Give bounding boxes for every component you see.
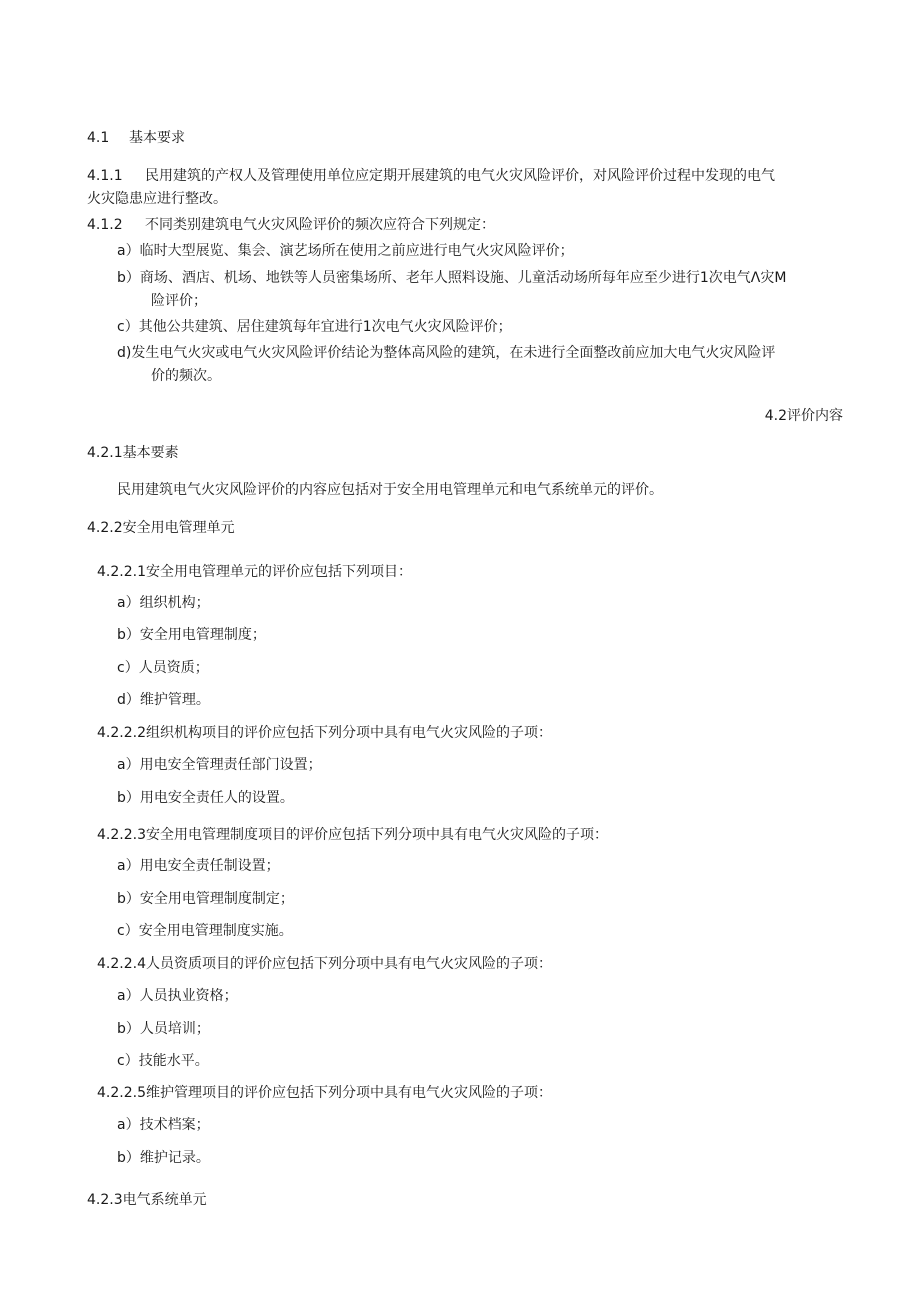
list-item: c）安全用电管理制度实施。: [117, 923, 293, 939]
clause-text: 民用建筑的产权人及管理使用单位应定期开展建筑的电气火灾风险评价，对风险评价过程中发现的电气: [145, 168, 775, 184]
clause-4-2-3-heading: 4.2.3电气系统单元: [87, 1192, 207, 1208]
clause-4-2-2-3-heading: 4.2.2.3安全用电管理制度项目的评价应包括下列分项中具有电气火灾风险的子项：: [97, 827, 608, 843]
clause-4-2-2-1-heading: 4.2.2.1安全用电管理单元的评价应包括下列项目：: [97, 564, 412, 580]
list-item: b）人员培训；: [117, 1021, 210, 1037]
section-title: 基本要求: [129, 130, 185, 146]
list-item: b）维护记录。: [117, 1150, 210, 1166]
clause-4-1-2: [87, 215, 495, 235]
list-item-c: c）其他公共建筑、居住建筑每年宜进行1次电气火灾风险评价；: [117, 319, 512, 335]
list-item: b）安全用电管理制度制定；: [117, 891, 294, 907]
clause-4-2-2-5-heading: 4.2.2.5维护管理项目的评价应包括下列分项中具有电气火灾风险的子项：: [97, 1085, 552, 1101]
list-item-b: b）商场、酒店、机场、地铁等人员密集场所、老年人照料设施、儿童活动场所每年应至少进行1次电气Λ灾M: [117, 270, 787, 286]
clause-number: 4.1.2: [87, 217, 123, 233]
section-number: 4.1: [87, 130, 110, 146]
list-item: a）技术档案；: [117, 1117, 210, 1133]
clause-text: 不同类别建筑电气火灾风险评价的频次应符合下列规定：: [145, 217, 495, 233]
list-item-d-cont: 价的频次。: [151, 368, 221, 384]
clause-number: 4.1.1: [87, 168, 123, 184]
list-item: c）技能水平。: [117, 1053, 209, 1069]
clause-4-2-2-2-heading: 4.2.2.2组织机构项目的评价应包括下列分项中具有电气火灾风险的子项：: [97, 725, 552, 741]
list-item: a）组织机构；: [117, 595, 210, 611]
list-item: a）人员执业资格；: [117, 988, 238, 1004]
list-item: c）人员资质；: [117, 660, 209, 676]
list-item-d: d)发生电气火灾或电气火灾风险评价结论为整体高风险的建筑，在未进行全面整改前应加大电气火灾风险评: [117, 345, 776, 361]
list-item: b）用电安全责任人的设置。: [117, 790, 294, 806]
clause-4-2-1-heading: 4.2.1基本要素: [87, 445, 179, 461]
clause-4-2-1-text: 民用建筑电气火灾风险评价的内容应包括对于安全用电管理单元和电气系统单元的评价。: [117, 482, 663, 498]
list-item: d）维护管理。: [117, 692, 210, 708]
section-4-1-heading: [87, 128, 185, 148]
clause-4-2-2-4-heading: 4.2.2.4人员资质项目的评价应包括下列分项中具有电气火灾风险的子项：: [97, 956, 552, 972]
list-item-b-cont: 险评价；: [151, 293, 207, 309]
list-item: a）用电安全管理责任部门设置；: [117, 757, 322, 773]
clause-4-2-2-heading: 4.2.2安全用电管理单元: [87, 520, 235, 536]
list-item: a）用电安全责任制设置；: [117, 858, 280, 874]
clause-4-1-1-cont: 火灾隐患应进行整改。: [87, 191, 227, 207]
list-item: b）安全用电管理制度；: [117, 627, 266, 643]
clause-4-1-1: [87, 166, 775, 186]
section-4-2-heading: 4.2评价内容: [764, 408, 843, 424]
list-item-a: a）临时大型展览、集会、演艺场所在使用之前应进行电气火灾风险评价；: [117, 243, 574, 259]
